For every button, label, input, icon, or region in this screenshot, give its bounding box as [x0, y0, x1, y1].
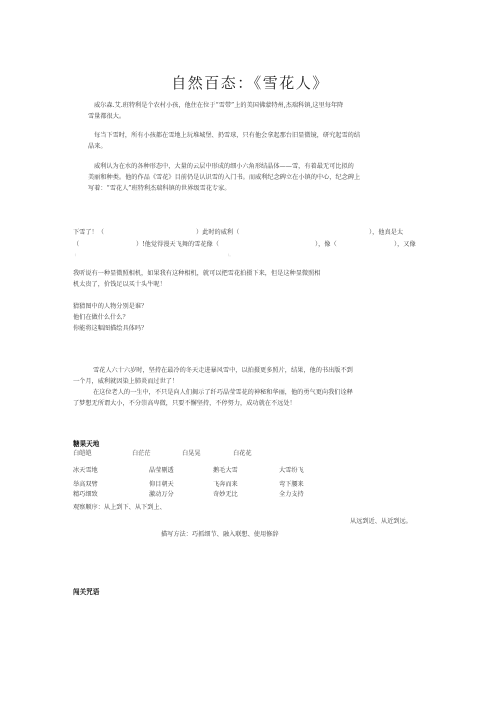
closing-heading: 闯关咒语: [73, 588, 100, 596]
description-methods: 描写方法：巧抓细节、融入联想、使用修辞: [161, 531, 279, 538]
vocab-word: 仰目朝天: [149, 481, 174, 488]
text-line: 晶来。: [88, 143, 107, 150]
text-line: 写着：“雪花人”班特利杰瑞科镇的世界级雪花专家。: [88, 185, 231, 192]
text-line: 我听说有一种显微照相机，如果我有这种相机，就可以把雪花拍摄下来，但是这种显微照相: [73, 270, 321, 277]
vocab-word: 大雪纷飞: [279, 467, 304, 474]
question-item: 他们在做什么什么？: [73, 314, 129, 321]
intro-paragraph-1: [88, 100, 418, 122]
vocab-word: 飞奔而来: [213, 481, 238, 488]
vocab-word: 激动万分: [149, 491, 174, 498]
vocab-word: 晶莹剔透: [149, 467, 174, 474]
blank-line-2-start: （: [73, 241, 80, 248]
vocab-word: 举高双臂: [73, 481, 98, 488]
text-line: 在这位老人的一生中，不只是向人们揭示了纤巧晶莹雪花的神秘和华丽，他的勇气更向我们诠释: [93, 389, 353, 396]
page-title: 自然百态：《雪花人》: [171, 74, 329, 92]
blank-line-3-start: （: [73, 253, 77, 257]
blank-line-2-mid2: ），像（: [315, 241, 337, 248]
blank-line-1-start: 下雪了！（: [73, 229, 104, 236]
text-line: 美丽和种类。他的作品《雪花》目前仍是认识雪的入门书。而威利纪念碑立在小镇的中心，纪念碑上: [88, 174, 361, 181]
vocab-word: 弯下腰来: [279, 481, 304, 488]
text-line: 雪花人六十六岁时，坚持在最冷的冬天走进暴风雪中，以拍摄更多照片，结果，他的书出版不到: [93, 367, 353, 374]
blank-line-3-end: ）。: [228, 253, 233, 257]
question-item: 你能将这幅图描绘具体吗？: [73, 325, 148, 332]
observation-order: 观察顺序：从上到下、从下到上、: [73, 504, 166, 511]
blank-line-1-mid: ）此时的威利（: [196, 229, 240, 236]
text-line: 机太贵了，价钱足以买十头牛呢！: [73, 281, 166, 288]
vocab-heading: 糖果天地: [73, 440, 100, 448]
text-line: 一个月，威利就因染上肺炎而过世了！: [73, 378, 179, 385]
vocab-word: 全力支持: [279, 491, 304, 498]
vocab-word: 奇妙无比: [213, 491, 238, 498]
blank-line-2-end: ），又像: [394, 241, 416, 248]
camera-paragraph: [73, 268, 321, 290]
vocab-word: 白皑皑: [73, 450, 92, 457]
vocab-word: 鹅毛大雪: [213, 467, 238, 474]
text-line: 威尔森.艾.班特利是个农村小孩，他住在位于“雪带”上的美国佛蒙特州,杰瑞科镇,这里每年降: [94, 102, 344, 109]
text-line: 了梦想无所谓大小，不分崇高卑微，只要不懈坚持，不停努力，成功就在不远处！: [73, 400, 296, 407]
blank-line-1-end: ），他真是太: [369, 229, 404, 236]
question-item: 猜猜图中的人物分别是谁？: [73, 303, 148, 310]
vocab-word: 白晃晃: [182, 450, 201, 457]
text-line: 每当下雪时，所有小孩都在雪地上玩堆城堡、扔雪球，只有他会拿起那台旧显微镜，研究起雪的结: [94, 132, 361, 139]
text-line: 雪量都很大。: [88, 113, 126, 120]
vocab-word: 精巧细致: [73, 491, 98, 498]
story-paragraph: [73, 365, 353, 409]
text-line: 威利认为在水的各种形态中，大量的云层中形成的细小六角形结晶体——雪，有着最无可比拟的: [94, 163, 354, 170]
intro-paragraph-3: [88, 161, 418, 194]
question-list: [73, 301, 147, 334]
intro-paragraph-2: [88, 130, 418, 152]
vocab-word: 白花花: [233, 450, 252, 457]
vocab-word: 白茫茫: [132, 450, 151, 457]
observation-order-cont: 从远到近、从近到远。: [350, 518, 412, 525]
vocab-word: 冰天雪地: [73, 467, 98, 474]
blank-line-2-mid: ）!他觉得漫天飞舞的雪花像（: [136, 241, 219, 248]
